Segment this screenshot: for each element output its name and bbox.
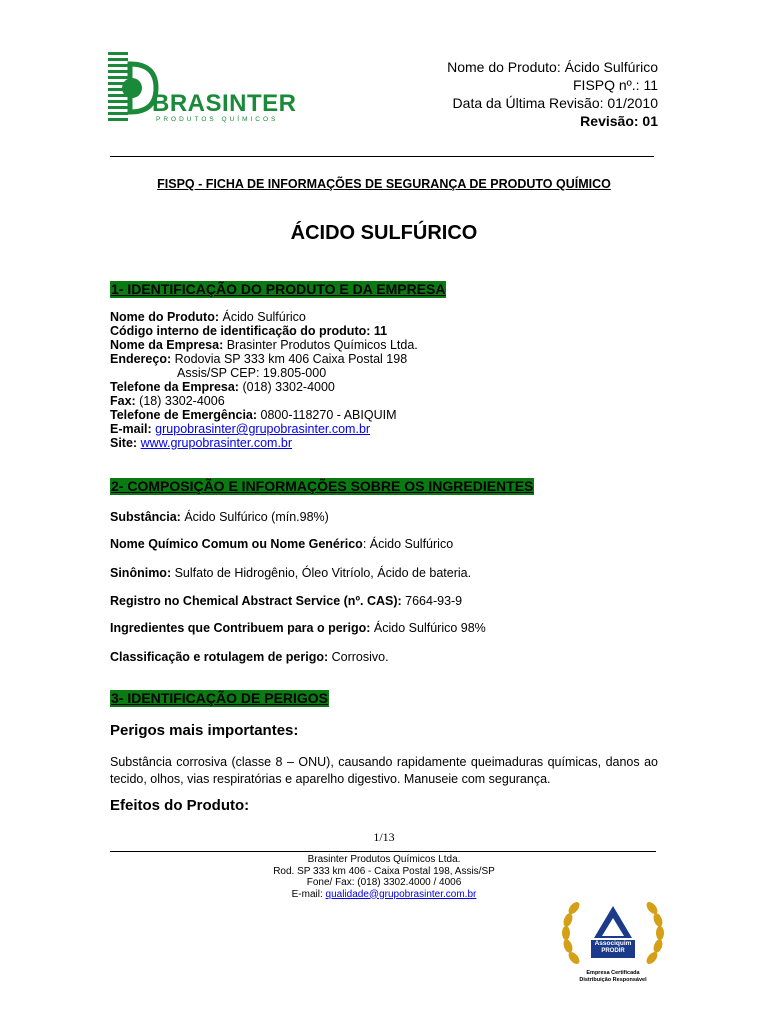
company-phone-row xyxy=(110,380,335,395)
email-link[interactable]: grupobrasinter@grupobrasinter.com.br xyxy=(155,422,371,436)
fax-row xyxy=(110,394,225,409)
synonym-row xyxy=(110,566,471,581)
product-name-value: Ácido Sulfúrico xyxy=(219,310,306,324)
chemical-name-label: Nome Químico Comum ou Nome Genérico xyxy=(110,537,363,551)
substance-label: Substância: xyxy=(110,510,181,524)
product-name-label: Nome do Produto: xyxy=(110,310,220,324)
substance-value: Ácido Sulfúrico (mín.98%) xyxy=(180,510,329,524)
header-divider xyxy=(110,156,654,157)
footer-company: Brasinter Produtos Químicos Ltda. xyxy=(307,854,461,865)
substance-row xyxy=(110,510,329,525)
logo-brand-text: BRASINTER xyxy=(152,90,297,117)
site-label: Site: xyxy=(110,436,138,450)
company-phone-value: (018) 3302-4000 xyxy=(238,380,335,394)
chemical-name-value: : Ácido Sulfúrico xyxy=(362,537,454,551)
seal-caption-1: Empresa Certificada xyxy=(586,970,640,976)
address-row xyxy=(110,352,407,367)
hazards-subheading: Perigos mais importantes: xyxy=(110,722,299,739)
document-title: FISPQ - FICHA DE INFORMAÇÕES DE SEGURANÇA DE PRODUTO QUÍMICO xyxy=(157,177,611,191)
address-row-2: Assis/SP CEP: 19.805-000 xyxy=(177,366,327,380)
document-header xyxy=(447,58,658,130)
address-label: Endereço: xyxy=(110,352,172,366)
company-phone-label: Telefone da Empresa: xyxy=(110,380,239,394)
effects-subheading: Efeitos do Produto: xyxy=(110,797,250,814)
emergency-phone-value: 0800-118270 - ABIQUIM xyxy=(257,408,397,422)
chemical-name-row xyxy=(110,537,453,552)
emergency-phone-row xyxy=(110,408,396,423)
emergency-phone-label: Telefone de Emergência: xyxy=(110,408,258,422)
footer-address: Rod. SP 333 km 406 - Caixa Postal 198, Assis/SP xyxy=(273,865,495,877)
section1-heading: 1- IDENTIFICAÇÃO DO PRODUTO E DA EMPRESA xyxy=(111,281,446,297)
internal-code-label: Código interno de identificação do produto: 11 xyxy=(110,324,388,338)
classification-label: Classificação e rotulagem de perigo: xyxy=(110,650,329,664)
internal-code-row xyxy=(110,324,387,339)
footer-email-link[interactable]: qualidade@grupobrasinter.com.br xyxy=(325,888,477,900)
company-logo xyxy=(108,50,298,130)
product-title: ÁCIDO SULFÚRICO xyxy=(290,222,478,244)
hazards-paragraph: Substância corrosiva (classe 8 – ONU), causando rapidamente queimaduras químicas, danos ao tecido, olhos, vias respiratórias e aparelho digestivo. Manuseie com segurança. xyxy=(110,755,658,786)
header-fispq-line: FISPQ nº.: 11 xyxy=(573,77,658,93)
laurel-wreath-icon xyxy=(558,896,668,976)
cas-value: 7664-93-9 xyxy=(401,594,463,608)
ingredients-row xyxy=(110,621,486,636)
fax-label: Fax: xyxy=(110,394,136,408)
classification-row xyxy=(110,650,389,665)
site-link[interactable]: www.grupobrasinter.com.br xyxy=(140,436,293,450)
classification-value: Corrosivo. xyxy=(328,650,389,664)
page-number: 1/13 xyxy=(373,830,395,844)
ingredients-value: Ácido Sulfúrico 98% xyxy=(370,621,486,635)
footer-phone: Fone/ Fax: (018) 3302.4000 / 4006 xyxy=(306,877,462,888)
section2-heading: 2- COMPOSIÇÃO E INFORMAÇÕES SOBRE OS INGREDIENTES xyxy=(111,478,534,494)
footer-email-label: E-mail: xyxy=(291,888,326,900)
email-row xyxy=(110,422,370,437)
email-label: E-mail: xyxy=(110,422,152,436)
fax-value: (18) 3302-4006 xyxy=(135,394,225,408)
footer-divider xyxy=(110,851,656,852)
company-name-row xyxy=(110,338,418,353)
cas-row xyxy=(110,594,462,609)
address-value: Rodovia SP 333 km 406 Caixa Postal 198 xyxy=(171,352,408,366)
synonym-label: Sinônimo: xyxy=(110,566,172,580)
header-revision-date-line: Data da Última Revisão: 01/2010 xyxy=(452,95,658,111)
section3-heading: 3- IDENTIFICAÇÃO DE PERIGOS xyxy=(111,690,329,706)
synonym-value: Sulfato de Hidrogênio, Óleo Vitríolo, Ácido de bateria. xyxy=(171,566,472,580)
company-name-value: Brasinter Produtos Químicos Ltda. xyxy=(223,338,418,352)
cas-label: Registro no Chemical Abstract Service (nº. CAS): xyxy=(110,594,402,608)
company-name-label: Nome da Empresa: xyxy=(110,338,224,352)
site-row xyxy=(110,436,292,451)
seal-name: Associquim xyxy=(594,940,632,947)
header-revision-line: Revisão: 01 xyxy=(580,113,658,129)
certification-seal xyxy=(558,896,668,986)
header-product-line: Nome do Produto: Ácido Sulfúrico xyxy=(447,59,658,75)
product-name-row xyxy=(110,310,306,325)
seal-caption-2: Distribuição Responsável xyxy=(579,977,647,983)
ingredients-label: Ingredientes que Contribuem para o perigo: xyxy=(110,621,371,635)
seal-sub: PRODIR xyxy=(601,948,625,954)
page-footer xyxy=(0,854,768,900)
logo-tagline-text: PRODUTOS QUÍMICOS xyxy=(156,116,279,123)
